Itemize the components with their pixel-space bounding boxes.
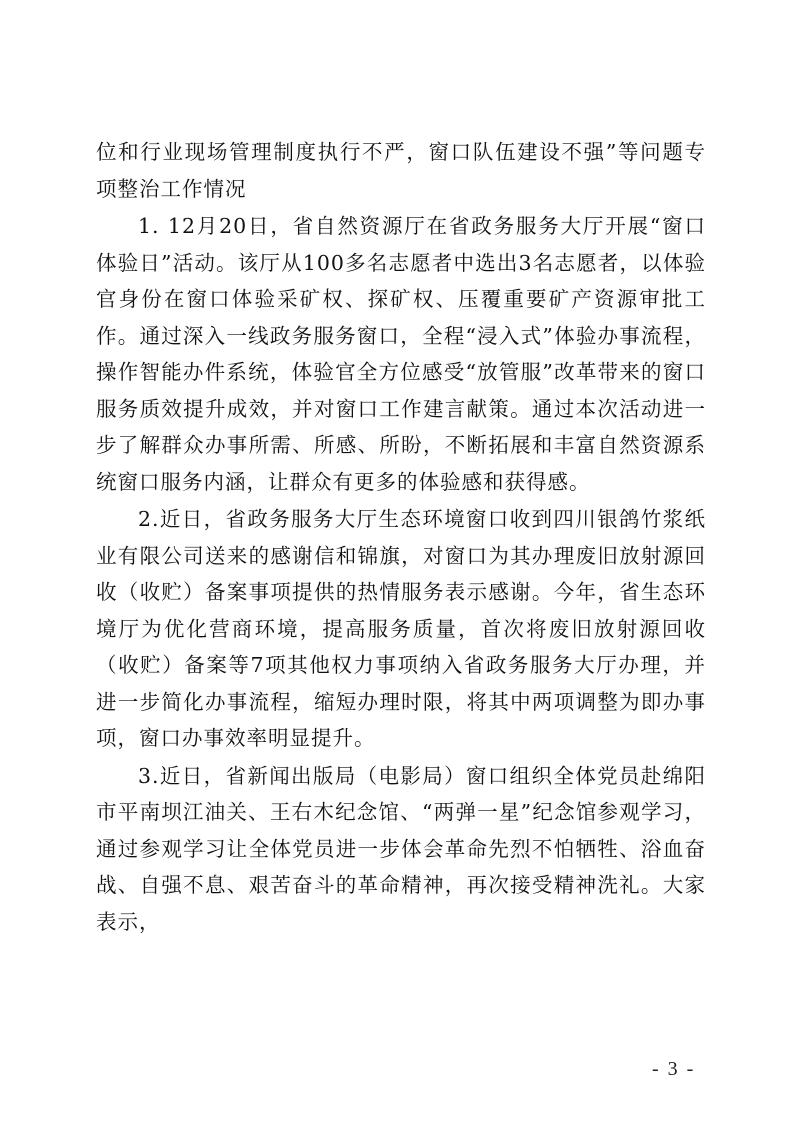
paragraph-1: 1. 12月20日，省自然资源厅在省政务服务大厅开展“窗口体验日”活动。该厅从100多名志愿者中选出3名志愿者，以体验官身份在窗口体验采矿权、探矿权、压覆重要矿产资源审批工作。通过深入一线政务服务窗口，全程“浸入式”体验办事流程，操作智能办件系统，体验官全方位感受“放管服”改革带来的窗口服务质效提升成效，并对窗口工作建言献策。通过本次活动进一步了解群众办事所需、所感、所盼，不断拓展和丰富自然资源系统窗口服务内涵，让群众有更多的体验感和获得感。 [96, 214, 706, 494]
paragraph-3: 3.近日，省新闻出版局（电影局）窗口组织全体党员赴绵阳市平南坝江油关、王右木纪念馆、“两弹一星”纪念馆参观学习，通过参观学习让全体党员进一步体会革命先烈不怕牺牲、浴血奋战、自强不息、艰苦奋斗的革命精神，再次接受精神洗礼。大家表示， [96, 763, 706, 934]
continuation-paragraph: 位和行业现场管理制度执行不严，窗口队伍建设不强”等问题专项整治工作情况 [96, 140, 706, 201]
document-body [96, 134, 706, 940]
page-number: - 3 - [652, 1058, 696, 1080]
paragraph-2: 2.近日，省政务服务大厅生态环境窗口收到四川银鸽竹浆纸业有限公司送来的感谢信和锦旗，对窗口为其办理废旧放射源回收（收贮）备案事项提供的热情服务表示感谢。今年，省生态环境厅为优化营商环境，提高服务质量，首次将废旧放射源回收（收贮）备案等7项其他权力事项纳入省政务服务大厅办理，并进一步简化办事流程，缩短办理时限，将其中两项调整为即办事项，窗口办事效率明显提升。 [96, 507, 706, 750]
